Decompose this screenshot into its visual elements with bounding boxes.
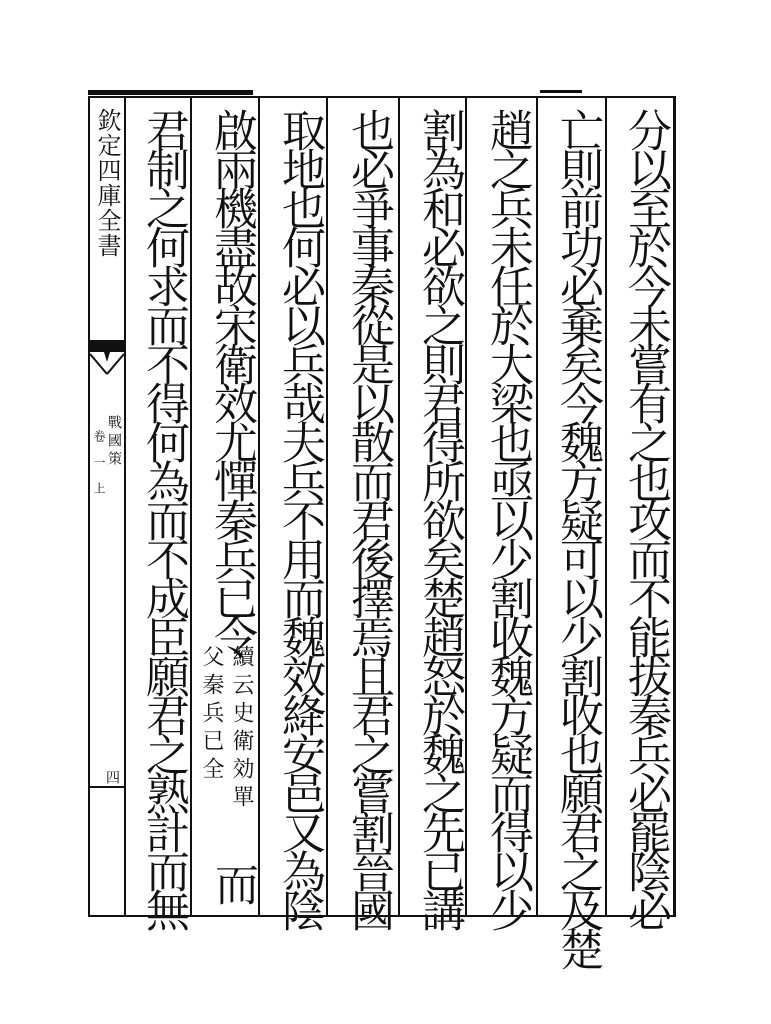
- text-column-2: 亡則前功必棄矣今魏方疑可以少割收也願君之及楚: [552, 108, 603, 966]
- column-rule: [536, 98, 538, 915]
- margin-band-rule: [124, 98, 126, 915]
- text-column-5: 也必爭事秦從是以散而君後擇焉且君之嘗割晉國: [343, 108, 394, 927]
- annotation-line-right: 續云史衛効單: [229, 645, 254, 813]
- interlinear-annotation: [196, 645, 256, 885]
- page-number-rule: [90, 786, 124, 788]
- column-rule: [190, 98, 192, 915]
- page-number: 四: [104, 770, 120, 784]
- chapter-glyphs: 卷 一 上: [92, 430, 106, 494]
- collection-title: 欽定四庫全書: [93, 108, 121, 258]
- text-column-4: 割為和必欲之則君得所欲矣楚趙怒於魏之先已講: [414, 108, 465, 927]
- column-rule: [398, 98, 400, 915]
- fishtail-mark-icon: [90, 340, 124, 380]
- top-thick-rule: [88, 90, 253, 95]
- annotation-line-left: 父秦兵已全: [199, 645, 224, 785]
- column-rule: [326, 98, 328, 915]
- text-column-7: 啟兩機盡故宋衛效尤憚秦兵已令: [206, 108, 257, 654]
- column-rule: [465, 98, 467, 915]
- book-title: 戰國策: [106, 415, 122, 469]
- column-rule: [258, 98, 260, 915]
- column-7-tail: 而: [207, 862, 258, 906]
- text-column-3: 趙之兵未任於大梁也亟以少割收魏方疑而得以少: [482, 108, 533, 927]
- text-column-6: 取地也何必以兵哉夫兵不用而魏效絳安邑又為陰: [274, 108, 325, 927]
- top-rule-mark: [540, 90, 582, 93]
- top-border: [88, 96, 675, 98]
- text-column-1: 分以至於今未嘗有之也攻而不能拔秦兵必罷陰必: [620, 108, 671, 927]
- column-rule: [605, 98, 607, 915]
- right-border: [673, 96, 676, 917]
- text-column-8: 君制之何求而不得何為而不成臣願君之熟計而無: [138, 108, 189, 927]
